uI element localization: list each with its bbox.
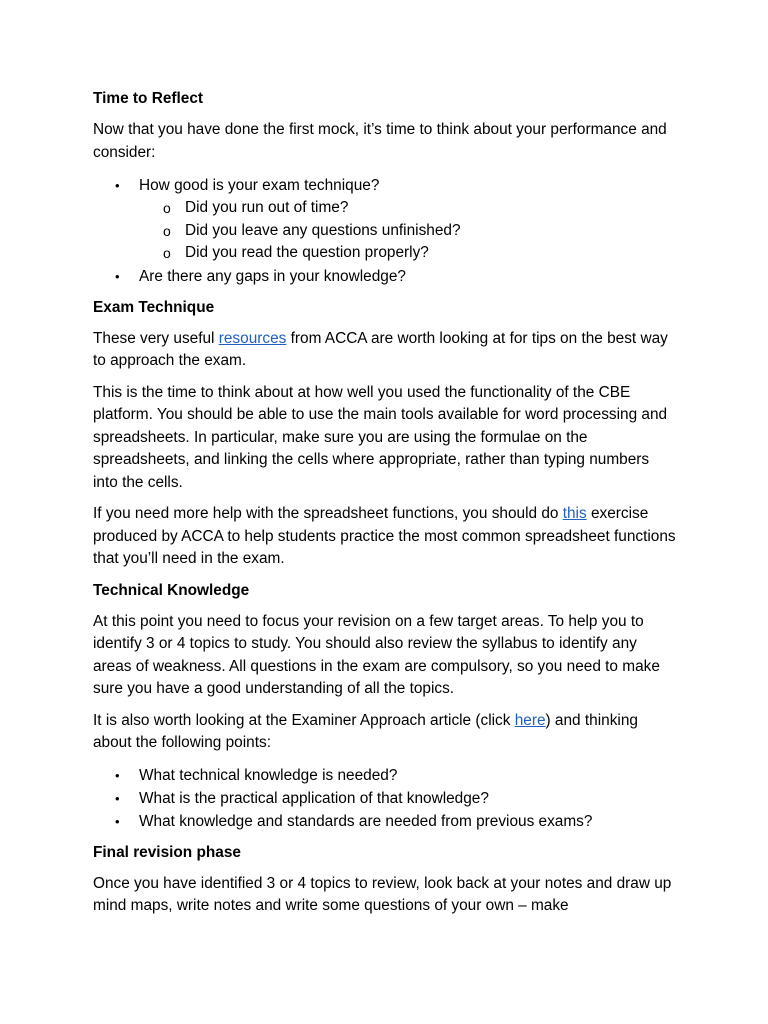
heading-time-to-reflect: Time to Reflect: [93, 90, 204, 107]
points-list: [93, 764, 676, 833]
paragraph-text: These very useful: [93, 329, 219, 347]
this-exercise-link[interactable]: this: [562, 505, 587, 522]
list-item: [93, 265, 676, 288]
section-final-revision: [93, 842, 676, 918]
spreadsheet-help-paragraph: [93, 503, 676, 571]
list-item-text: What technical knowledge is needed?: [139, 766, 398, 784]
sub-list-item-text: Did you run out of time?: [185, 199, 349, 216]
list-item: [93, 810, 676, 833]
examiner-article-link[interactable]: here: [514, 711, 546, 729]
paragraph-text: If you need more help with the spreadsheet functions, you should do: [93, 505, 563, 522]
focus-revision-paragraph: At this point you need to focus your revision on a few target areas. To help you to identify 3 or 4 topics to study. You should also review the syllabus to identify any areas of weakness. All questions in the exam are compulsory, so you need to make sure you have a good understanding of all the topics.: [93, 612, 660, 697]
sub-list-item: [93, 242, 676, 265]
section-time-to-reflect: [93, 88, 676, 288]
paragraph-text: from ACCA are worth looking at for tips on the best way to approach the exam.: [93, 329, 668, 369]
bullet-icon: •: [115, 790, 120, 806]
reflection-list: [93, 174, 676, 288]
bullet-icon: •: [115, 767, 120, 783]
heading-final-revision: Final revision phase: [93, 843, 241, 861]
sub-bullet-icon: o: [163, 222, 171, 239]
resources-paragraph: [93, 328, 676, 373]
sub-bullet-icon: o: [163, 200, 171, 216]
bullet-icon: •: [115, 813, 120, 829]
sub-list-item-text: Did you leave any questions unfinished?: [185, 221, 461, 239]
bullet-icon: •: [115, 268, 120, 284]
intro-paragraph: Now that you have done the first mock, it’s time to think about your performance and consider:: [93, 121, 667, 161]
list-item-text: Are there any gaps in your knowledge?: [139, 267, 406, 285]
section-exam-technique: [93, 297, 676, 571]
paragraph-text: exercise produced by ACCA to help students practice the most common spreadsheet functions that you’ll need in the exam.: [93, 505, 676, 567]
final-revision-paragraph: Once you have identified 3 or 4 topics to review, look back at your notes and draw up mind maps, write notes and write some questions of your own – make: [93, 874, 672, 914]
list-item: [93, 174, 676, 265]
sub-bullet-icon: o: [163, 245, 171, 261]
cbe-platform-paragraph: This is the time to think about at how well you used the functionality of the CBE platform. You should be able to use the main tools available for word processing and spreadsheets. In particular, make sure you are using the formulae on the spreadsheets, and linking the cells where appropriate, rather than typing numbers into the cells.: [93, 383, 668, 491]
paragraph-text: ) and thinking about the following points:: [93, 711, 638, 751]
sub-list-item: [93, 197, 676, 220]
list-item: [93, 764, 676, 787]
section-technical-knowledge: [93, 580, 676, 833]
list-item-text: What knowledge and standards are needed from previous exams?: [139, 812, 593, 830]
list-item-text: How good is your exam technique?: [139, 177, 380, 194]
heading-exam-technique: Exam Technique: [93, 298, 215, 316]
resources-link[interactable]: resources: [218, 329, 287, 347]
sub-list-item-text: Did you read the question properly?: [185, 244, 429, 261]
list-item-text: What is the practical application of that knowledge?: [139, 789, 489, 807]
paragraph-text: It is also worth looking at the Examiner Approach article (click: [93, 711, 515, 729]
examiner-approach-paragraph: [93, 710, 676, 755]
list-item: [93, 787, 676, 810]
heading-technical-knowledge: Technical Knowledge: [93, 581, 250, 599]
sub-list: [139, 197, 676, 265]
bullet-icon: •: [115, 178, 120, 193]
sub-list-item: [93, 220, 676, 243]
